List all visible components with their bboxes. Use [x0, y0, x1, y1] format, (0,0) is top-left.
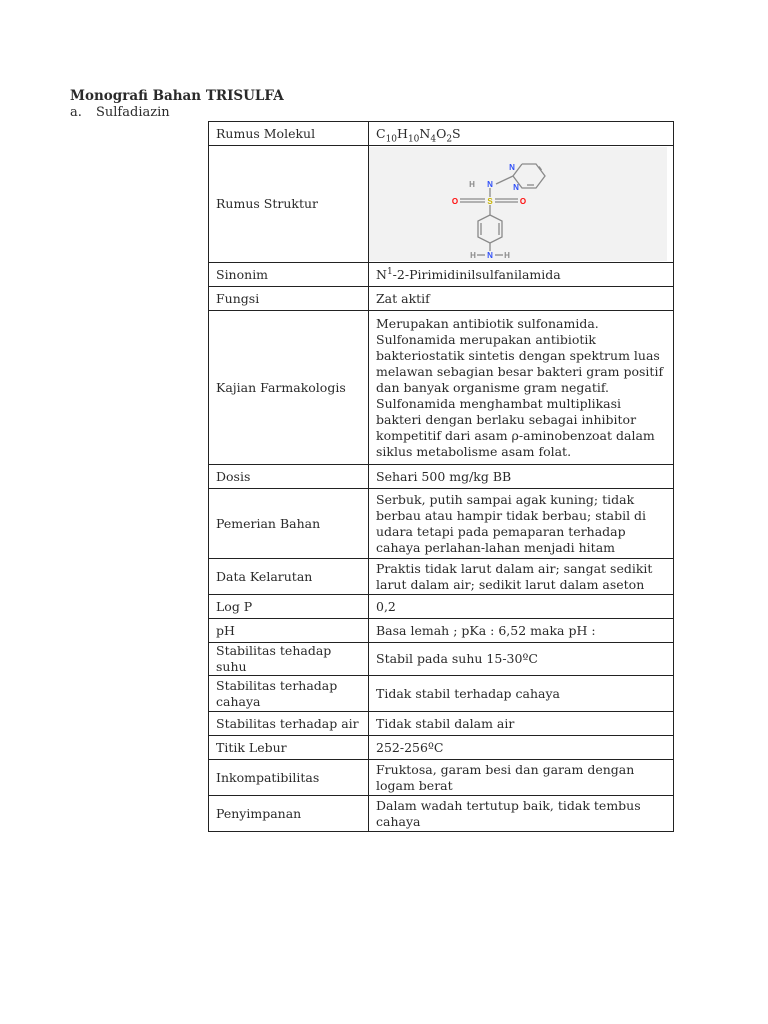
table-row [209, 736, 674, 760]
row-label: Rumus Molekul [209, 122, 369, 146]
section-heading [70, 105, 170, 120]
row-label: Rumus Struktur [209, 146, 369, 263]
row-label: Pemerian Bahan [209, 489, 369, 559]
row-value: Praktis tidak larut dalam air; sangat sedikit larut dalam air; sedikit larut dalam aseton [369, 559, 674, 595]
row-label: Kajian Farmakologis [209, 311, 369, 465]
table-row [209, 559, 674, 595]
section-number: a. [70, 105, 82, 120]
row-label: Penyimpanan [209, 796, 369, 832]
row-value: Zat aktif [369, 287, 674, 311]
row-label: Stabilitas terhadap cahaya [209, 676, 369, 712]
row-value: 0,2 [369, 595, 674, 619]
row-value: Sehari 500 mg/kg BB [369, 465, 674, 489]
row-value: Stabil pada suhu 15-30ºC [369, 643, 674, 676]
table-row [209, 122, 674, 146]
atom-label: N [487, 180, 493, 189]
table-row [209, 760, 674, 796]
table-row [209, 643, 674, 676]
row-label: Dosis [209, 465, 369, 489]
row-value: Basa lemah ; pKa : 6,52 maka pH : [369, 619, 674, 643]
table-row [209, 146, 674, 263]
table-row [209, 287, 674, 311]
synonym-value: $N^1-2$-Pirimidinilsulfanilamida [369, 263, 674, 287]
row-label: Stabilitas tehadap suhu [209, 643, 369, 676]
row-value: Tidak stabil dalam air [369, 712, 674, 736]
table-row [209, 796, 674, 832]
table-row [209, 465, 674, 489]
atom-label: H [469, 180, 475, 189]
atom-label: H [470, 251, 476, 260]
table-row [209, 489, 674, 559]
table-row [209, 676, 674, 712]
table-row [209, 595, 674, 619]
row-value: Serbuk, putih sampai agak kuning; tidak berbau atau hampir tidak berbau; stabil di udara tetapi pada pemaparan terhadap cahaya perlahan-lahan menjadi hitam [369, 489, 674, 559]
table-row [209, 263, 674, 287]
atom-label: N [509, 163, 515, 172]
atom-label: N [513, 183, 519, 192]
row-label: Inkompatibilitas [209, 760, 369, 796]
row-value: 252-256ºC [369, 736, 674, 760]
row-label: Fungsi [209, 287, 369, 311]
atom-label: N [487, 251, 493, 260]
structure-cell [369, 146, 674, 263]
row-value: Merupakan antibiotik sulfonamida. Sulfonamida merupakan antibiotik bakteriostatik sintetis dengan spektrum luas melawan sebagian besar bakteri gram positif dan banyak organisme gram negatif. Sulfonamida menghambat multiplikasi bakteri dengan berlaku sebagai inhibitor kompetitif dari asam ρ-aminobenzoat dalam siklus metabolisme asam folat. [369, 311, 674, 465]
sulfadiazine-structure-image [369, 147, 669, 261]
atom-label: H [504, 251, 510, 260]
row-label: Sinonim [209, 263, 369, 287]
section-label: Sulfadiazin [96, 105, 170, 120]
row-label: pH [209, 619, 369, 643]
table-row [209, 712, 674, 736]
molecular-formula: $C_{10}H_{10}N_4O_2S$ [369, 122, 674, 146]
row-label: Data Kelarutan [209, 559, 369, 595]
table-row [209, 619, 674, 643]
row-value: Dalam wadah tertutup baik, tidak tembus cahaya [369, 796, 674, 832]
page-title: Monografi Bahan TRISULFA [70, 88, 284, 104]
table-row [209, 311, 674, 465]
row-label: Titik Lebur [209, 736, 369, 760]
atom-label: S [487, 197, 493, 206]
atom-label: O [519, 197, 527, 206]
row-label: Stabilitas terhadap air [209, 712, 369, 736]
monograph-table [208, 121, 674, 832]
row-value: Tidak stabil terhadap cahaya [369, 676, 674, 712]
row-label: Log P [209, 595, 369, 619]
atom-label: O [451, 197, 459, 206]
row-value: Fruktosa, garam besi dan garam dengan logam berat [369, 760, 674, 796]
